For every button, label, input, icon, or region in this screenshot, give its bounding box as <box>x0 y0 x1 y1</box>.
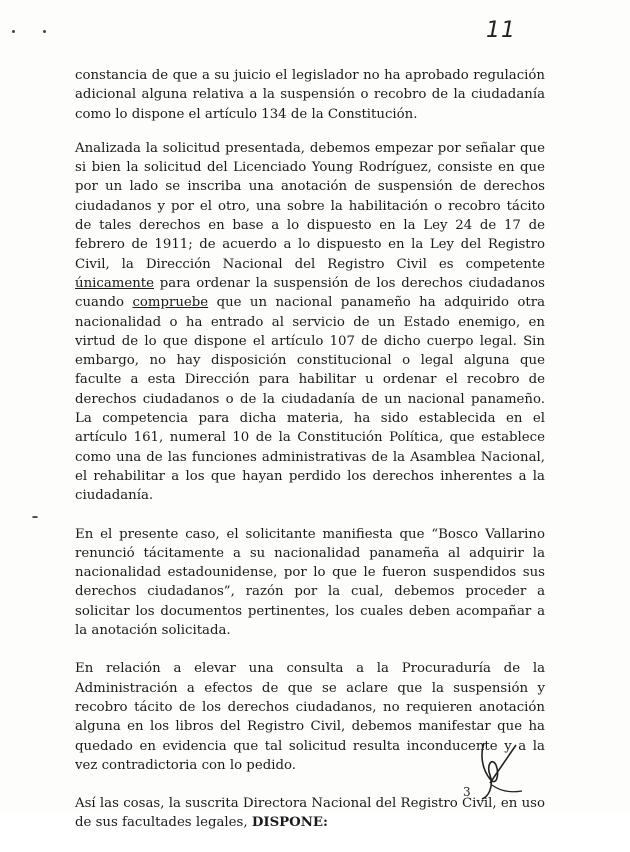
signature-mark <box>470 735 530 805</box>
paragraph-4: En relación a elevar una consulta a la Procuraduría de la Administración a efectos de que se aclare que la suspensión y recobro tácito de los derechos ciudadanos, no requieren anotación alguna en los libros del Registro Civil, debemos manifestar que ha quedado en evidencia que tal solicitud resulta inconducente y a la vez contradictoria con lo pedido. <box>75 661 545 773</box>
scan-speck <box>32 516 38 518</box>
document-body <box>75 66 545 852</box>
paragraph-2-text-c: que un nacional panameño ha adquirido otra nacionalidad o ha entrado al servicio de un Estado enemigo, en virtud de lo que dispone el artículo 107 de dicho cuerpo legal. Sin embargo, no hay disposición constitucional o legal alguna que faculte a esta Dirección para habilitar u ordenar el recobro de derechos ciudadanos o de la ciudadanía de un nacional panameño. La competencia para dicha materia, ha sido establecida en el artículo 161, numeral 10 de la Constitución Política, que establece como una de las funciones administrativas de la Asamblea Nacional, el rehabilitar a los que hayan perdido los derechos inherentes a la ciudadanía. <box>75 295 545 504</box>
paragraph-5-text: Así las cosas, la suscrita Directora Nacional del Registro Civil, en uso de sus facultades legales, <box>75 796 545 831</box>
footer-page-number: 3 <box>463 785 471 799</box>
paragraph-1: constancia de que a su juicio el legislador no ha aprobado regulación adicional alguna relativa a la suspensión o recobro de la ciudadanía como lo dispone el artículo 134 de la Constitución. <box>75 68 545 122</box>
paragraph-2 <box>75 139 545 506</box>
paragraph-2-text-a: Analizada la solicitud presentada, debemos empezar por señalar que si bien la solicitud del Licenciado Young Rodríguez, consiste en que por un lado se inscriba una anotación de suspensión de derechos ciudadanos y por el otro, una sobre la habilitación o recobro tácito de tales derechos en base a lo dispuesto en la Ley 24 de 17 de febrero de 1911; de acuerdo a lo dispuesto en la Ley del Registro Civil, la Dirección Nacional del Registro Civil es competente <box>75 140 545 272</box>
dispone-heading: DISPONE: <box>251 815 328 831</box>
underlined-unicamente: únicamente <box>75 275 155 291</box>
underlined-compruebe: compruebe <box>132 295 209 311</box>
scan-speck <box>43 30 46 33</box>
paragraph-3: En el presente caso, el solicitante manifiesta que “Bosco Vallarino renunció tácitamente a su nacionalidad panameña al adquirir la nacionalidad estadounidense, por lo que le fueron suspendidos sus derechos ciudadanos”, razón por la cual, debemos proceder a solicitar los documentos pertinentes, los cuales deben acompañar a la anotación solicitada. <box>75 526 545 639</box>
scan-speck <box>12 30 15 33</box>
paragraph-2-text-b: para ordenar la suspensión de los derechos ciudadanos cuando <box>75 275 545 311</box>
handwritten-page-mark: 11 <box>486 18 516 43</box>
